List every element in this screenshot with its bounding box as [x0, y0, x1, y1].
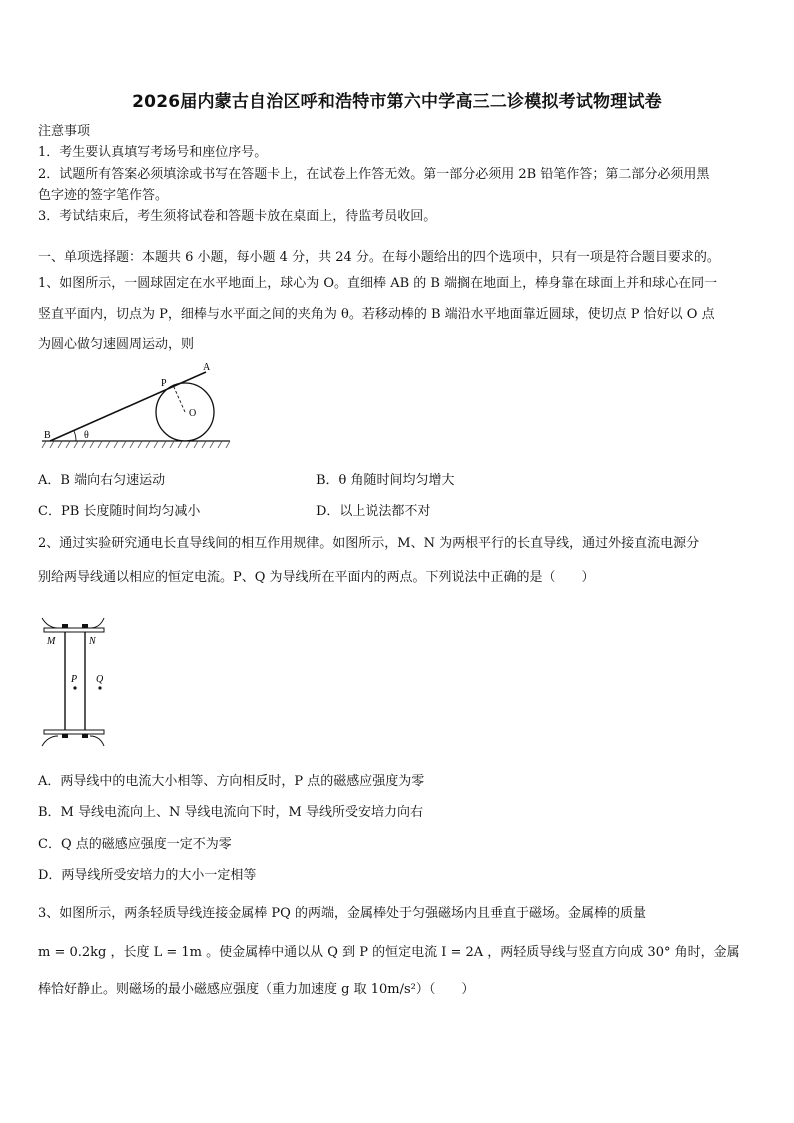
q1-figure	[36, 358, 236, 450]
notice-item: 2．试题所有答案必须填涂或书写在答题卡上，在试卷上作答无效。第一部分必须用 2B 铅笔作答；第二部分必须用黑	[38, 167, 710, 182]
option-d: D．两导线所受安培力的大小一定相等	[38, 868, 257, 883]
question-text: 竖直平面内，切点为 P，细棒与水平面之间的夹角为 θ。若移动棒的 B 端沿水平地面靠近圆球，使切点 P 恰好以 O 点	[38, 307, 715, 322]
question-text: 棒恰好静止。则磁场的最小磁感应强度（重力加速度 g 取 10m/s²）（ ）	[38, 982, 475, 997]
notice-heading: 注意事项	[38, 124, 91, 139]
question-text: 为圆心做匀速圆周运动，则	[38, 337, 195, 352]
question-text: 3、如图所示，两条轻质导线连接金属棒 PQ 的两端，金属棒处于匀强磁场内且垂直于磁场。金属棒的质量	[38, 906, 646, 921]
label-p: P	[71, 674, 78, 685]
question-text: 1、如图所示，一圆球固定在水平地面上，球心为 O。直细棒 AB 的 B 端搁在地面上，棒身靠在球面上并和球心在同一	[38, 276, 718, 291]
label-p: P	[161, 378, 167, 389]
question-text: 别给两导线通以相应的恒定电流。P、Q 为导线所在平面内的两点。下列说法中正确的是（ ）	[38, 570, 595, 585]
notice-item: 1．考生要认真填写考场号和座位序号。	[38, 145, 268, 160]
option-b: B．θ 角随时间均匀增大	[316, 473, 455, 488]
section-heading: 一、单项选择题：本题共 6 小题，每小题 4 分，共 24 分。在每小题给出的四个选项中，只有一项是符合题目要求的。	[38, 250, 720, 265]
label-a: A	[203, 362, 211, 373]
option-b: B．M 导线电流向上、N 导线电流向下时，M 导线所受安培力向右	[38, 805, 423, 820]
question-text: m = 0.2kg ，长度 L = 1m 。使金属棒中通以从 Q 到 P 的恒定电流 I = 2A ，两轻质导线与竖直方向成 30° 角时，金属	[38, 945, 740, 960]
label-n: N	[89, 636, 96, 647]
question-text: 2、通过实验研究通电长直导线间的相互作用规律。如图所示，M、N 为两根平行的长直导线，通过外接直流电源分	[38, 536, 700, 551]
label-m: M	[47, 636, 56, 647]
option-a: A．B 端向右匀速运动	[38, 473, 166, 488]
label-b: B	[44, 430, 51, 441]
option-a: A．两导线中的电流大小相等、方向相反时，P 点的磁感应强度为零	[38, 774, 425, 789]
q2-figure	[38, 612, 110, 752]
option-c: C．PB 长度随时间均匀减小	[38, 504, 201, 519]
label-q: Q	[96, 674, 104, 685]
option-c: C．Q 点的磁感应强度一定不为零	[38, 837, 232, 852]
notice-item: 3．考试结束后，考生须将试卷和答题卡放在桌面上，待监考员收回。	[38, 209, 437, 224]
page-title: 2026届内蒙古自治区呼和浩特市第六中学高三二诊模拟考试物理试卷	[132, 92, 662, 112]
label-theta: θ	[84, 430, 89, 441]
label-o: O	[189, 408, 197, 419]
option-d: D．以上说法都不对	[316, 504, 431, 519]
notice-item: 色字迹的签字笔作答。	[38, 188, 169, 203]
